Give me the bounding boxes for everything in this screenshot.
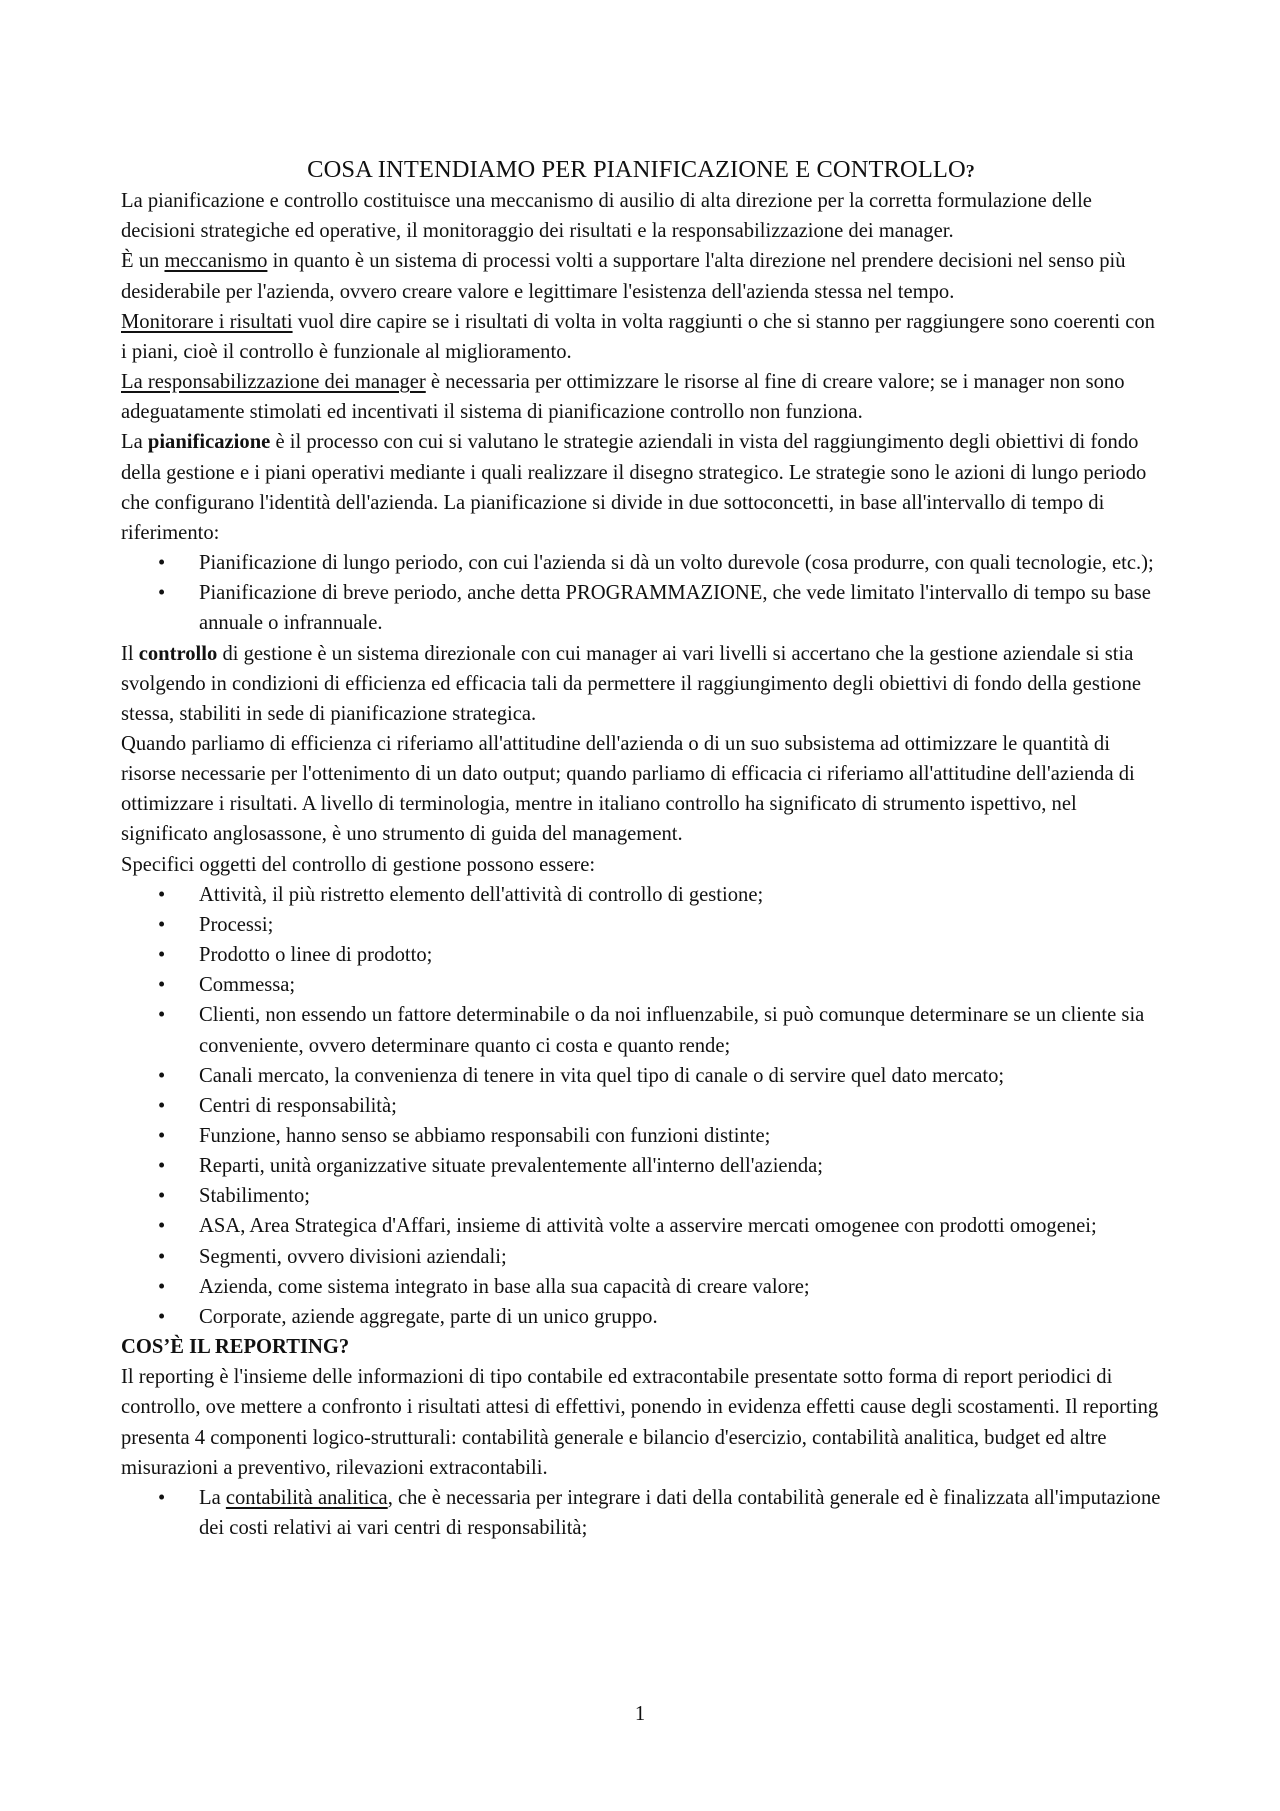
section-heading-reporting: COS’È IL REPORTING? [121, 1336, 350, 1359]
list-item: • Reparti, unità organizzative situate prevalentemente all'interno dell'azienda; [121, 1151, 1161, 1181]
paragraph-oggetti: Specifici oggetti del controllo di gestione possono essere: [121, 853, 596, 876]
list-item: • Pianificazione di breve periodo, anche detta PROGRAMMAZIONE, che vede limitato l'intervallo di tempo su base annuale o infrannuale. [121, 578, 1161, 638]
list-item: • Stabilimento; [121, 1181, 1161, 1211]
list-oggetti-controllo [121, 880, 1161, 1332]
list-item: • Pianificazione di lungo periodo, con cui l'azienda si dà un volto durevole (cosa produrre, con quali tecnologie, etc.); [121, 548, 1161, 578]
text-run: Il [121, 642, 139, 665]
list-item: • Canali mercato, la convenienza di tenere in vita quel tipo di canale o di servire quel dato mercato; [121, 1061, 1161, 1091]
list-item [121, 1483, 1161, 1543]
document-title [121, 155, 1161, 186]
underlined-term: meccanismo [164, 250, 268, 273]
list-item: • Azienda, come sistema integrato in base alla sua capacità di creare valore; [121, 1272, 1161, 1302]
list-item: • Clienti, non essendo un fattore determinabile o da noi influenzabile, si può comunque determinare se un cliente sia conveniente, ovvero determinare quanto ci costa e quanto rende; [121, 1000, 1161, 1060]
paragraph-reporting: Il reporting è l'insieme delle informazioni di tipo contabile ed extracontabile presentate sotto forma di report periodici di controllo, ove mettere a confronto i risultati attesi di effettivi, ponendo in evidenza effetti cause degli scostamenti. Il reporting presenta 4 componenti logico-strutturali: contabilità generale e bilancio d'esercizio, contabilità analitica, budget ed altre misurazioni a preventivo, rilevazioni extracontabili. [121, 1366, 1159, 1479]
document-body [121, 155, 1161, 1543]
underlined-term: La responsabilizzazione dei manager [121, 371, 426, 394]
paragraph-responsabilizzazione [121, 367, 1161, 427]
paragraph-meccanismo [121, 246, 1161, 306]
text-run: di gestione è un sistema direzionale con cui manager ai vari livelli si accertano che la gestione aziendale si stia svolgendo in condizioni di efficienza ed efficacia tali da permettere il raggiungimento degli obiettivi di fondo della gestione stessa, stabiliti in sede di pianificazione strategica. [121, 642, 1142, 725]
title-text: COSA INTENDIAMO PER PIANIFICAZIONE E CONTROLLO [307, 156, 966, 183]
paragraph-controllo [121, 639, 1161, 729]
paragraph-monitorare [121, 307, 1161, 367]
text-run: è necessaria per ottimizzare le risorse al fine di creare valore; se i manager non sono adeguatamente stimolati ed incentivati il sistema di pianificazione controllo non funziona. [121, 371, 1125, 424]
list-item: • Funzione, hanno senso se abbiamo responsabili con funzioni distinte; [121, 1121, 1161, 1151]
bold-term: controllo [138, 642, 218, 665]
list-pianificazione [121, 548, 1161, 638]
text-run: La [121, 431, 148, 454]
underlined-term: Monitorare i risultati [121, 310, 293, 333]
list-item: • Segmenti, ovvero divisioni aziendali; [121, 1242, 1161, 1272]
text-run: , che è necessaria per integrare i dati della contabilità generale ed è finalizzata all'imputazione dei costi relativi ai vari centri di responsabilità; [199, 1486, 1161, 1540]
text-run: vuol dire capire se i risultati di volta in volta raggiunti o che si stanno per raggiungere sono coerenti con i piani, cioè il controllo è funzionale al miglioramento. [121, 310, 1155, 363]
text-run: La [199, 1486, 226, 1509]
text-run: È un [121, 250, 165, 273]
title-question-mark: ? [965, 161, 975, 181]
bold-term: pianificazione [147, 431, 271, 454]
list-item: • Prodotto o linee di prodotto; [121, 940, 1161, 970]
list-item: • ASA, Area Strategica d'Affari, insieme di attività volte a asservire mercati omogenee con prodotti omogenei; [121, 1211, 1161, 1241]
underlined-term: contabilità analitica [225, 1486, 388, 1509]
list-item: • Commessa; [121, 970, 1161, 1000]
paragraph-efficienza: Quando parliamo di efficienza ci riferiamo all'attitudine dell'azienda o di un suo subsistema ad ottimizzare le quantità di risorse necessarie per l'ottenimento di un dato output; quando parliamo di efficacia ci riferiamo all'attitudine dell'azienda di ottimizzare i risultati. A livello di terminologia, mentre in italiano controllo ha significato di strumento ispettivo, nel significato anglosassone, è uno strumento di guida del management. [121, 732, 1135, 846]
paragraph-intro: La pianificazione e controllo costituisce una meccanismo di ausilio di alta direzione per la corretta formulazione delle decisioni strategiche ed operative, il monitoraggio dei risultati e la responsabilizzazione dei manager. [121, 190, 1092, 243]
page-number: 1 [634, 1703, 646, 1725]
list-item: • Attività, il più ristretto elemento dell'attività di controllo di gestione; [121, 880, 1161, 910]
list-item: • Processi; [121, 910, 1161, 940]
list-item: • Centri di responsabilità; [121, 1091, 1161, 1121]
text-run: in quanto è un sistema di processi volti a supportare l'alta direzione nel prendere decisioni nel senso più desiderabile per l'azienda, ovvero creare valore e legittimare l'esistenza dell'azienda stessa nel tempo. [121, 250, 1126, 303]
list-item: • Corporate, aziende aggregate, parte di un unico gruppo. [121, 1302, 1161, 1332]
text-run: è il processo con cui si valutano le strategie aziendali in vista del raggiungimento degli obiettivi di fondo della gestione e i piani operativi mediante i quali realizzare il disegno strategico. Le strategie sono le azioni di lungo periodo che configurano l'identità dell'azienda. La pianificazione si divide in due sottoconcetti, in base all'intervallo di tempo di riferimento: [121, 431, 1147, 544]
paragraph-pianificazione [121, 427, 1161, 548]
list-reporting [121, 1483, 1161, 1543]
